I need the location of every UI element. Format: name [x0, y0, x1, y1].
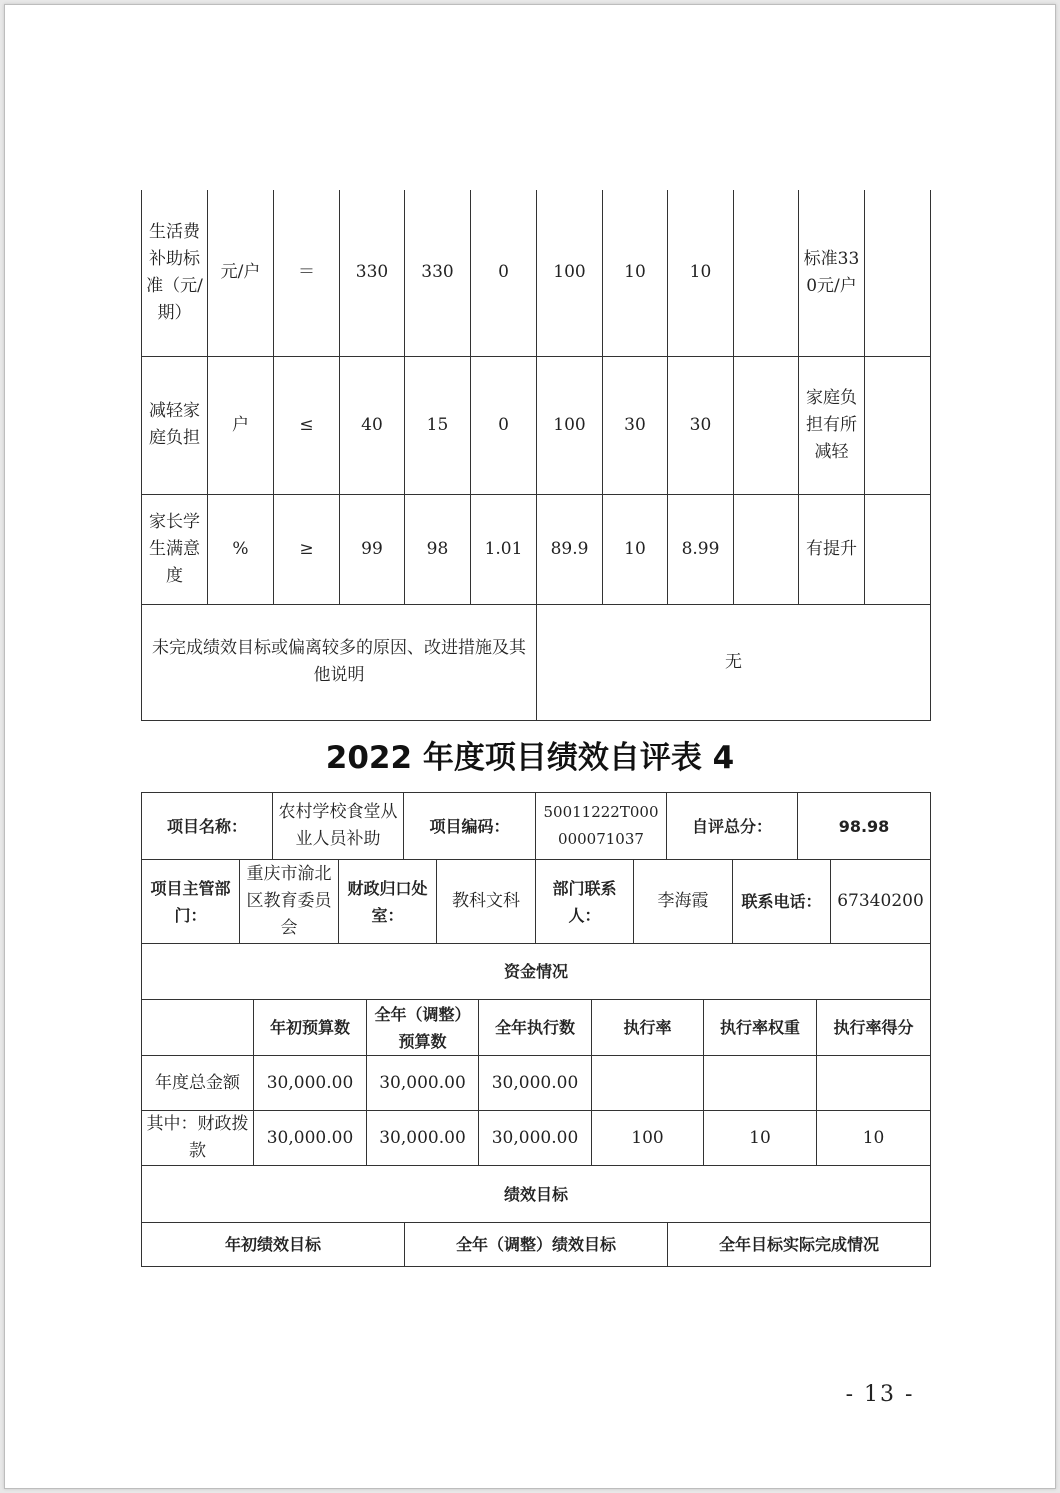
table-row	[142, 1166, 931, 1223]
indicator-actual: 98	[405, 494, 471, 604]
table-row	[142, 1111, 931, 1166]
dept-info-table	[141, 859, 931, 944]
funds-cell: 其中：财政拨款	[142, 1111, 254, 1166]
indicator-operator: ≥	[274, 494, 340, 604]
indicator-blank	[734, 356, 799, 494]
funds-cell	[817, 1056, 931, 1111]
indicator-note: 有提升	[799, 494, 865, 604]
score-label: 自评总分：	[667, 793, 798, 860]
phone-label: 联系电话：	[733, 860, 831, 944]
indicator-extra	[865, 356, 931, 494]
indicator-note: 家庭负担有所减轻	[799, 356, 865, 494]
indicator-deviation: 0	[471, 356, 537, 494]
indicator-unit: 元/户	[208, 190, 274, 356]
indicator-weight: 10	[603, 494, 668, 604]
indicator-score: 8.99	[668, 494, 734, 604]
funds-cell: 30,000.00	[479, 1056, 592, 1111]
indicator-deviation: 1.01	[471, 494, 537, 604]
table-row	[142, 944, 931, 1000]
reason-value: 无	[537, 604, 931, 720]
funds-cell: 30,000.00	[254, 1111, 367, 1166]
funds-cell: 100	[592, 1111, 704, 1166]
dept-value: 重庆市渝北区教育委员会	[240, 860, 339, 944]
indicator-table	[141, 190, 931, 721]
table-row	[142, 793, 931, 860]
table-row	[142, 860, 931, 944]
funds-cell: 30,000.00	[254, 1056, 367, 1111]
table-row	[142, 1000, 931, 1056]
funds-cell: 年度总金额	[142, 1056, 254, 1111]
indicator-score: 10	[668, 190, 734, 356]
contact-label: 部门联系人：	[536, 860, 634, 944]
indicator-extra	[865, 190, 931, 356]
funds-cell: 30,000.00	[367, 1111, 479, 1166]
table-row	[142, 494, 931, 604]
reason-label: 未完成绩效目标或偏离较多的原因、改进措施及其他说明	[142, 604, 537, 720]
indicator-target: 99	[340, 494, 405, 604]
indicator-note: 标准330元/户	[799, 190, 865, 356]
indicator-blank	[734, 494, 799, 604]
funds-cell	[592, 1056, 704, 1111]
total-score: 98.98	[798, 793, 931, 860]
phone-value: 67340200	[831, 860, 931, 944]
project-code: 50011222T000000071037	[536, 793, 667, 860]
page-title: 2022 年度项目绩效自评表 4	[325, 740, 735, 776]
table-row	[142, 356, 931, 494]
funds-cell: 30,000.00	[367, 1056, 479, 1111]
funds-header: 执行率得分	[817, 1000, 931, 1056]
goals-table	[141, 1165, 931, 1267]
funds-cell: 30,000.00	[479, 1111, 592, 1166]
project-name-label: 项目名称：	[142, 793, 273, 860]
indicator-target: 330	[340, 190, 405, 356]
goals-header: 全年目标实际完成情况	[668, 1223, 931, 1267]
indicator-unit: %	[208, 494, 274, 604]
indicator-name: 家长学生满意度	[142, 494, 208, 604]
indicator-extra	[865, 494, 931, 604]
funds-header: 执行率	[592, 1000, 704, 1056]
funds-section-title: 资金情况	[142, 944, 931, 1000]
table-row	[142, 190, 931, 356]
funds-header: 全年（调整）预算数	[367, 1000, 479, 1056]
project-code-label: 项目编码：	[404, 793, 536, 860]
contact-value: 李海霞	[634, 860, 733, 944]
project-name: 农村学校食堂从业人员补助	[273, 793, 404, 860]
indicator-name: 减轻家庭负担	[142, 356, 208, 494]
indicator-operator: ≤	[274, 356, 340, 494]
funds-header: 年初预算数	[254, 1000, 367, 1056]
funds-cell	[704, 1056, 817, 1111]
indicator-target: 40	[340, 356, 405, 494]
indicator-unit: 户	[208, 356, 274, 494]
funds-header: 全年执行数	[479, 1000, 592, 1056]
finance-label: 财政归口处室：	[339, 860, 437, 944]
page-number: - 13 -	[845, 1382, 915, 1407]
indicator-blank	[734, 190, 799, 356]
funds-header: 执行率权重	[704, 1000, 817, 1056]
table-row	[142, 1223, 931, 1267]
funds-table	[141, 943, 931, 1166]
indicator-rate: 100	[537, 190, 603, 356]
table-row	[142, 1056, 931, 1111]
indicator-weight: 10	[603, 190, 668, 356]
finance-value: 教科文科	[437, 860, 536, 944]
indicator-name: 生活费补助标准（元/期）	[142, 190, 208, 356]
goals-section-title: 绩效目标	[142, 1166, 931, 1223]
indicator-rate: 100	[537, 356, 603, 494]
indicator-actual: 15	[405, 356, 471, 494]
indicator-deviation: 0	[471, 190, 537, 356]
table-row	[142, 604, 931, 720]
funds-cell: 10	[817, 1111, 931, 1166]
goals-header: 全年（调整）绩效目标	[405, 1223, 668, 1267]
indicator-weight: 30	[603, 356, 668, 494]
dept-label: 项目主管部门：	[142, 860, 240, 944]
indicator-score: 30	[668, 356, 734, 494]
project-info-table	[141, 792, 931, 860]
funds-header	[142, 1000, 254, 1056]
indicator-operator: ＝	[274, 190, 340, 356]
indicator-actual: 330	[405, 190, 471, 356]
indicator-rate: 89.9	[537, 494, 603, 604]
funds-cell: 10	[704, 1111, 817, 1166]
goals-header: 年初绩效目标	[142, 1223, 405, 1267]
